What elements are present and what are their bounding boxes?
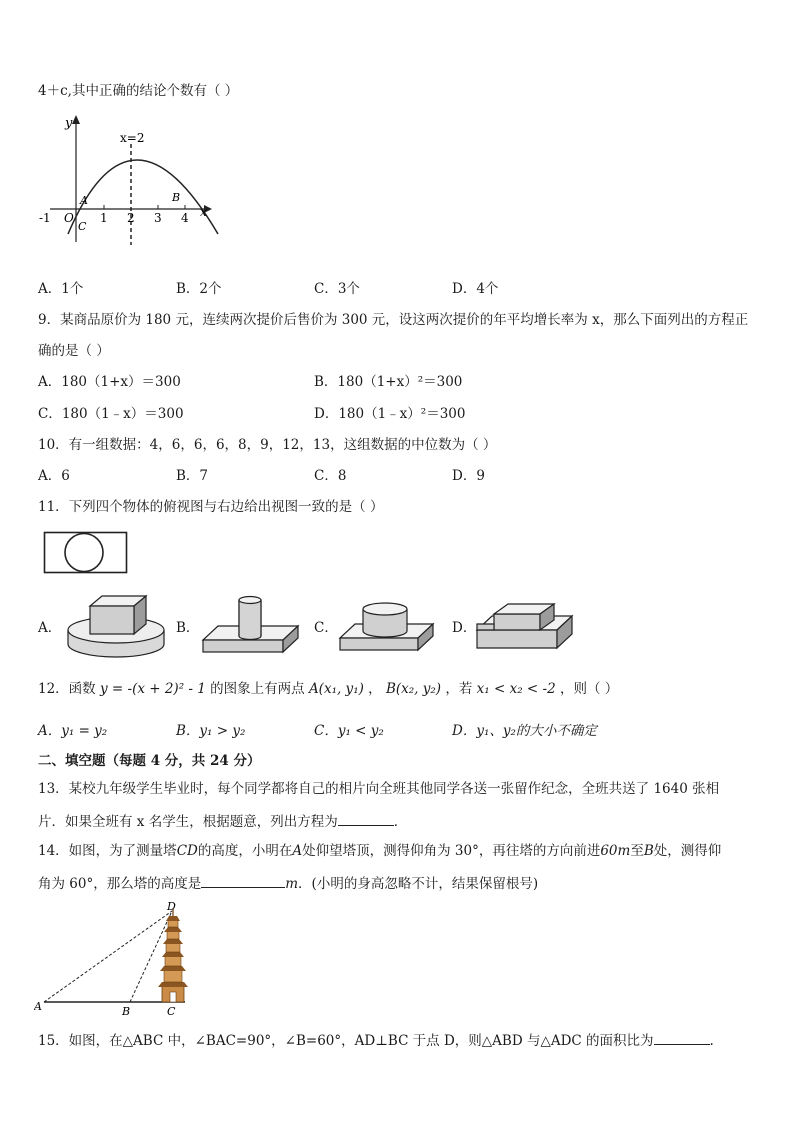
q14-fig-label-b: B	[122, 1005, 131, 1018]
q11-option-b-solid	[200, 592, 304, 658]
q12-mid: 的图象上有两点	[210, 681, 305, 697]
q8-stem-tail: 4＋c,其中正确的结论个数有（ ）	[38, 83, 239, 99]
q12-option-d: D．y₁、y₂的大小不确定	[452, 723, 597, 739]
q13-line-2-text: 片．如果全班有 x 名学生，根据题意，列出方程为	[38, 814, 338, 830]
q14-segment-cd: CD	[176, 843, 198, 859]
q15-line-1	[38, 1030, 714, 1050]
q11-option-c-label: C．	[314, 620, 338, 636]
q14-text-b: 的高度，小明在	[197, 843, 293, 859]
q10-option-d: D．9	[452, 468, 485, 484]
q8-parabola-graph	[36, 112, 226, 247]
q10-line-1: 10．有一组数据：4，6，6，6，8，9，12，13，这组数据的中位数为（ ）	[38, 437, 497, 453]
q14-fig-label-c: C	[167, 1005, 176, 1018]
q12-point-a: A(x₁, y₁)	[308, 681, 364, 697]
q8-origin-label: O	[64, 211, 74, 225]
q14-fig-label-a: A	[34, 1000, 42, 1013]
q13-line-1: 13．某校九年级学生毕业时，每个同学都将自己的相片向全班其他同学各送一张留作纪念，全班共送了 1640 张相	[38, 781, 720, 797]
q8-tick-label: 4	[181, 211, 189, 225]
q11-option-a-solid	[64, 588, 172, 664]
q12-point-b: B(x₂, y₂)	[385, 681, 442, 697]
q12-line-1	[38, 680, 618, 698]
q14-unit: m	[285, 876, 299, 892]
q10-option-b: B．7	[176, 468, 209, 484]
q13-line-2	[38, 811, 407, 831]
q9-option-b: B．180（1+x）²＝300	[314, 374, 463, 390]
q11-option-d-solid	[474, 602, 578, 656]
q11-option-c-solid	[337, 598, 437, 656]
q8-tick-label: 3	[154, 211, 162, 225]
q12-function: y = -(x + 2)² - 1	[99, 681, 206, 697]
q13-answer-blank[interactable]	[338, 811, 394, 826]
q12-suffix: ，则（ ）	[559, 681, 619, 697]
q8-vline-label: x=2	[120, 131, 145, 145]
q14-answer-blank[interactable]	[201, 873, 285, 888]
q15-text: 15．如图，在△ABC 中，∠BAC=90°，∠B=60°，AD⊥BC 于点 D，则△ABD 与△ADC 的面积比为	[38, 1033, 654, 1049]
q8-point-b-label: B	[172, 191, 181, 204]
q14-line-2-a: 角为 60°，那么塔的高度是	[38, 876, 202, 892]
q14-text-c: 处仰望塔顶，测得仰角为 30°，再往塔的方向前进	[302, 843, 601, 859]
q12-cond-prefix: ，若	[445, 681, 473, 697]
q8-point-a-label: A	[80, 194, 88, 207]
q13-line-2-end: ．	[393, 814, 408, 830]
q14-text-d: 至	[630, 843, 644, 859]
q15-answer-blank[interactable]	[654, 1030, 710, 1045]
q9-line-2: 确的是（ ）	[38, 343, 110, 359]
q15-end: .	[709, 1033, 714, 1049]
q8-tick-label: 1	[100, 211, 108, 225]
q12-prefix: 12．函数	[38, 681, 96, 697]
q10-option-a: A．6	[38, 468, 70, 484]
q11-line-1: 11．下列四个物体的俯视图与右边给出视图一致的是（ ）	[38, 499, 384, 515]
q8-point-c-label: C	[78, 220, 87, 233]
q8-option-c: C．3个	[314, 281, 360, 297]
q8-option-b: B．2个	[176, 281, 222, 297]
q12-condition: x₁ < x₂ < -2	[476, 681, 556, 697]
q12-comma: ，	[368, 681, 382, 697]
q9-option-c: C．180（1﹣x）＝300	[38, 406, 184, 422]
q14-line-2-b: ．(小明的身高忽略不计，结果保留根号)	[298, 876, 539, 892]
q14-distance: 60m	[600, 843, 631, 859]
q14-point-b: B	[643, 843, 654, 859]
q12-option-a: A．y₁ = y₂	[38, 723, 108, 739]
q9-line-1: 9．某商品原价为 180 元，连续两次提价后售价为 300 元，设这两次提价的年平均增长率为 x，那么下面列出的方程正	[38, 312, 749, 328]
q8-tick-label: 2	[127, 211, 135, 225]
q8-option-a: A．1个	[38, 281, 84, 297]
q14-line-2	[38, 873, 538, 893]
q11-option-d-label: D．	[452, 620, 477, 636]
q10-option-c: C．8	[314, 468, 347, 484]
q14-point-a: A	[292, 843, 303, 859]
pagoda-icon	[158, 909, 188, 1002]
q9-option-d: D．180（1﹣x）²＝300	[314, 406, 466, 422]
q12-option-c: C．y₁ < y₂	[314, 723, 384, 739]
q14-tower-figure	[34, 898, 204, 1022]
q12-option-b: B．y₁ > y₂	[176, 723, 246, 739]
q14-text-a: 14．如图，为了测量塔	[38, 843, 177, 859]
q14-fig-label-d: D	[167, 900, 176, 913]
q14-text-e: 处，测得仰	[653, 843, 722, 859]
q8-x-axis-label: x	[200, 205, 207, 219]
q11-option-a-label: A．	[38, 620, 62, 636]
q8-y-axis-label: y	[65, 116, 73, 131]
q11-reference-view	[43, 531, 129, 575]
q14-line-1	[38, 842, 721, 860]
q11-option-b-label: B．	[176, 620, 200, 636]
q8-option-d: D．4个	[452, 281, 499, 297]
q8-tick-label: -1	[39, 211, 51, 225]
section-title: 二、填空题（每题 4 分，共 24 分）	[38, 753, 261, 769]
q9-option-a: A．180（1+x）＝300	[38, 374, 181, 390]
